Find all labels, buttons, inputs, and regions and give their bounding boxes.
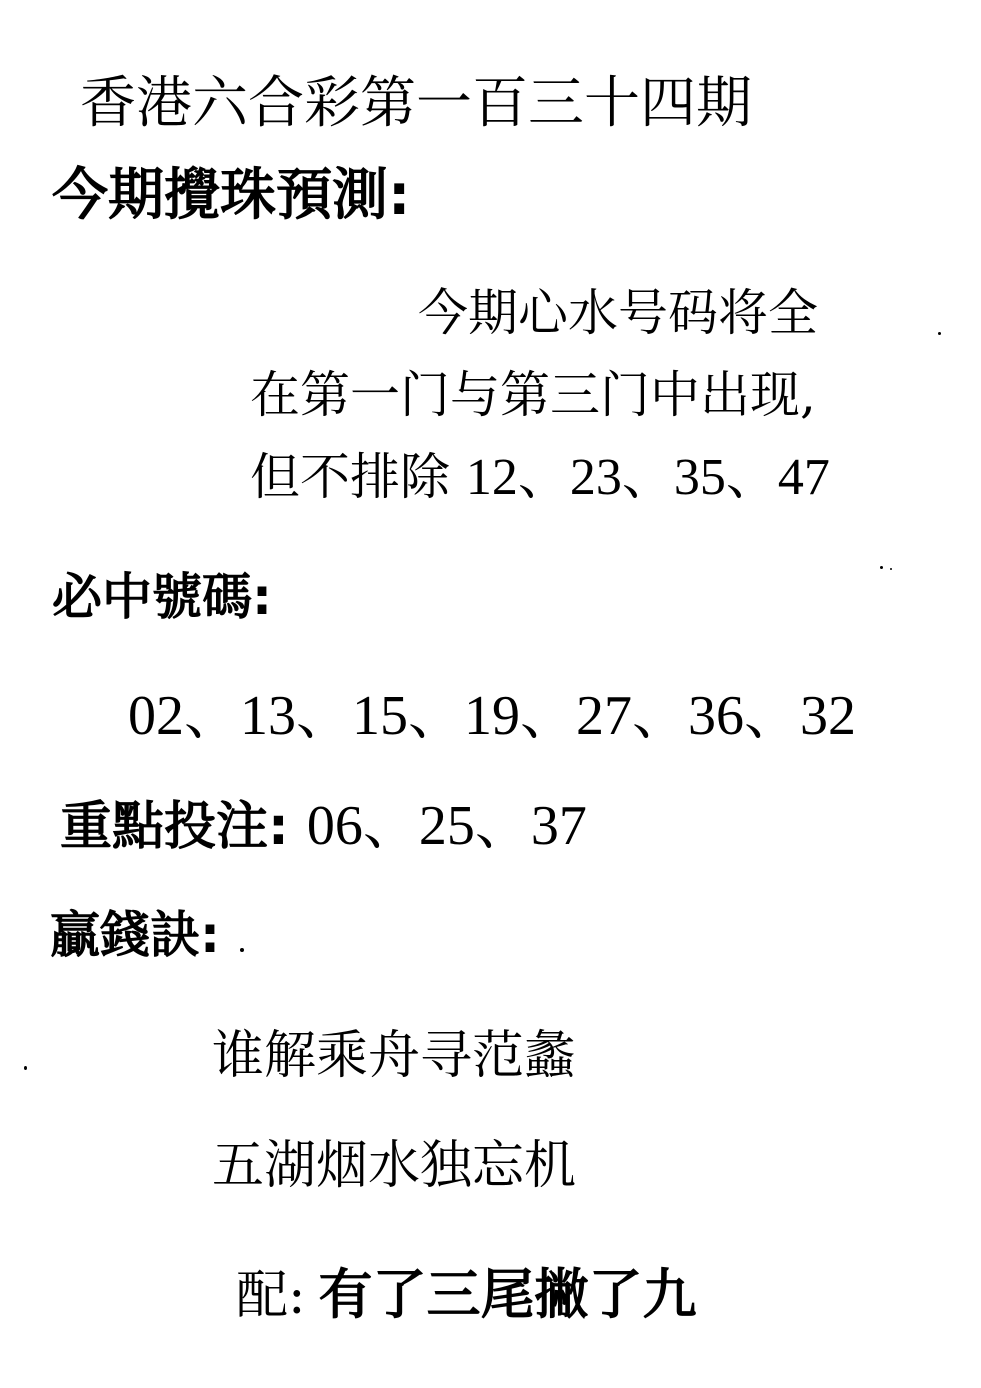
forecast-line-3 <box>250 448 830 506</box>
scan-speck <box>880 566 883 569</box>
forecast-line-1: 今期心水号码将全 <box>418 284 818 342</box>
forecast-line-2: 在第一门与第三门中出现, <box>250 366 816 424</box>
scan-speck <box>890 568 892 570</box>
focus-bet-numbers: 06、25、37 <box>306 795 587 857</box>
focus-bet-label: 重點投注: <box>60 797 289 857</box>
must-win-numbers: 02、13、15、19、27、36、32 <box>128 685 856 747</box>
match-line <box>236 1263 697 1326</box>
forecast-line-3-text: 但不排除 <box>250 448 450 506</box>
winning-verse-line-2: 五湖烟水独忘机 <box>212 1136 577 1196</box>
winning-verse-line-1: 谁解乘舟寻范蠡 <box>212 1026 577 1086</box>
scan-speck <box>240 948 244 952</box>
forecast-excluded-numbers: 12、23、35、47 <box>465 449 830 506</box>
match-text: 有了三尾撇了九 <box>318 1263 697 1326</box>
match-label: 配: <box>236 1266 306 1326</box>
winning-verse-heading: 贏錢訣: <box>50 906 220 964</box>
page-title: 香港六合彩第一百三十四期 <box>80 71 752 136</box>
scan-speck <box>938 332 941 335</box>
scan-speck <box>24 1066 27 1070</box>
focus-bet-line <box>60 795 587 857</box>
must-win-heading: 必中號碼: <box>52 568 272 626</box>
forecast-heading: 今期攪珠預測: <box>52 163 411 228</box>
